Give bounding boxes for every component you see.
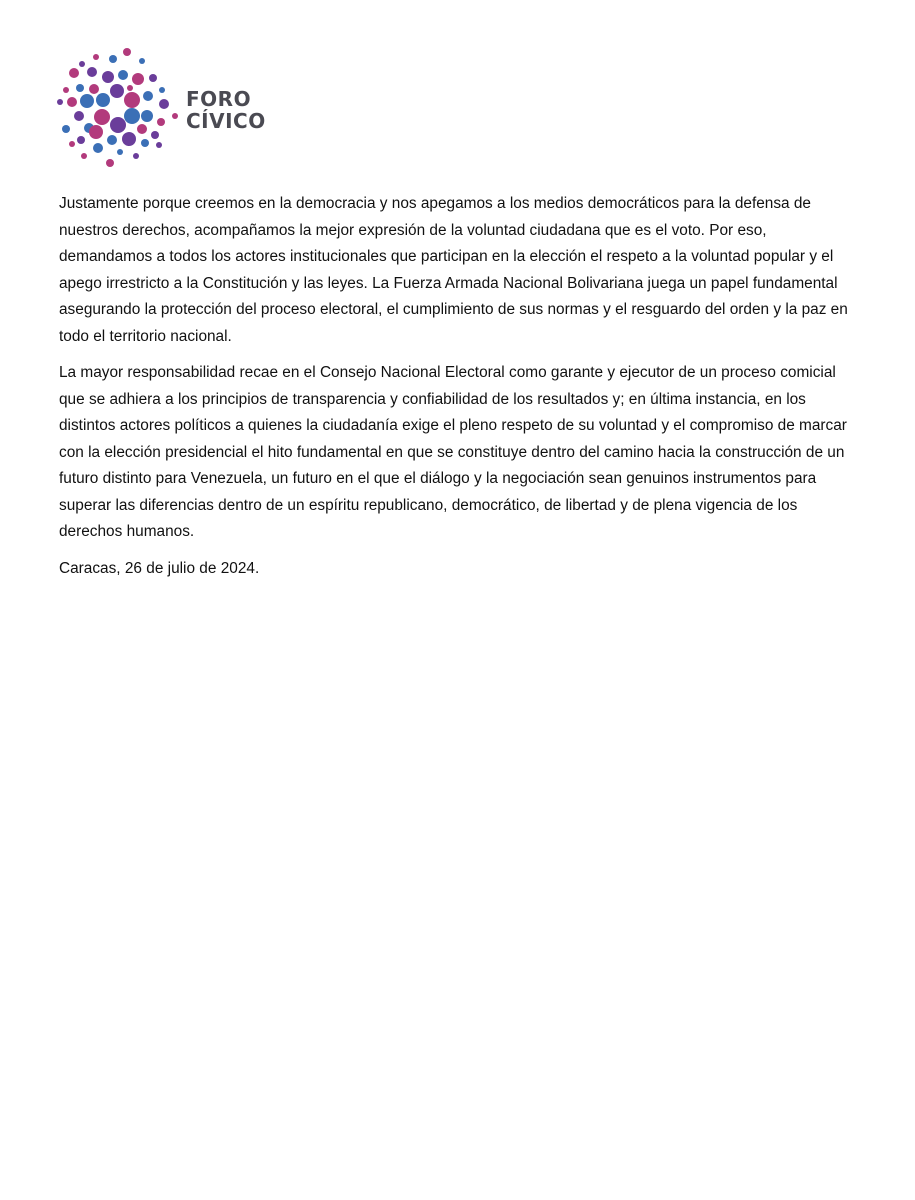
document-body: [59, 191, 859, 592]
brand-name: [186, 88, 266, 132]
foro-civico-logo: [56, 44, 276, 174]
brand-name-line1: FORO: [186, 87, 252, 111]
paragraph-2: La mayor responsabilidad recae en el Consejo Nacional Electoral como garante y ejecutor de un proceso comicial que se adhiera a los principios de transparencia y confiabilidad de los resultados y; en última instancia, en los distintos actores políticos a quienes la ciudadanía exige el pleno respeto de su voluntad y el compromiso de marcar con la elección presidencial el hito fundamental en que se constituye dentro del camino hacia la construcción de un futuro distinto para Venezuela, un futuro en el que el diálogo y la negociación sean genuinos instrumentos para superar las diferencias dentro de un espíritu republicano, democrático, de libertad y de plena vigencia de los derechos humanos.: [59, 364, 847, 540]
sign-off-date: Caracas, 26 de julio de 2024.: [59, 559, 260, 577]
brand-name-line2: CÍVICO: [186, 109, 266, 133]
paragraph-1: Justamente porque creemos en la democracia y nos apegamos a los medios democráticos para la defensa de nuestros derechos, acompañamos la mejor expresión de la voluntad ciudadana que es el voto. Por eso, demandamos a todos los actores institucionales que participan en la elección el respeto a la voluntad popular y el apego irrestricto a la Constitución y las leyes. La Fuerza Armada Nacional Bolivariana juega un papel fundamental asegurando la protección del proceso electoral, el cumplimiento de sus normas y el resguardo del orden y la paz en todo el territorio nacional.: [59, 195, 848, 345]
dot-cluster-logo-icon: [56, 44, 181, 174]
